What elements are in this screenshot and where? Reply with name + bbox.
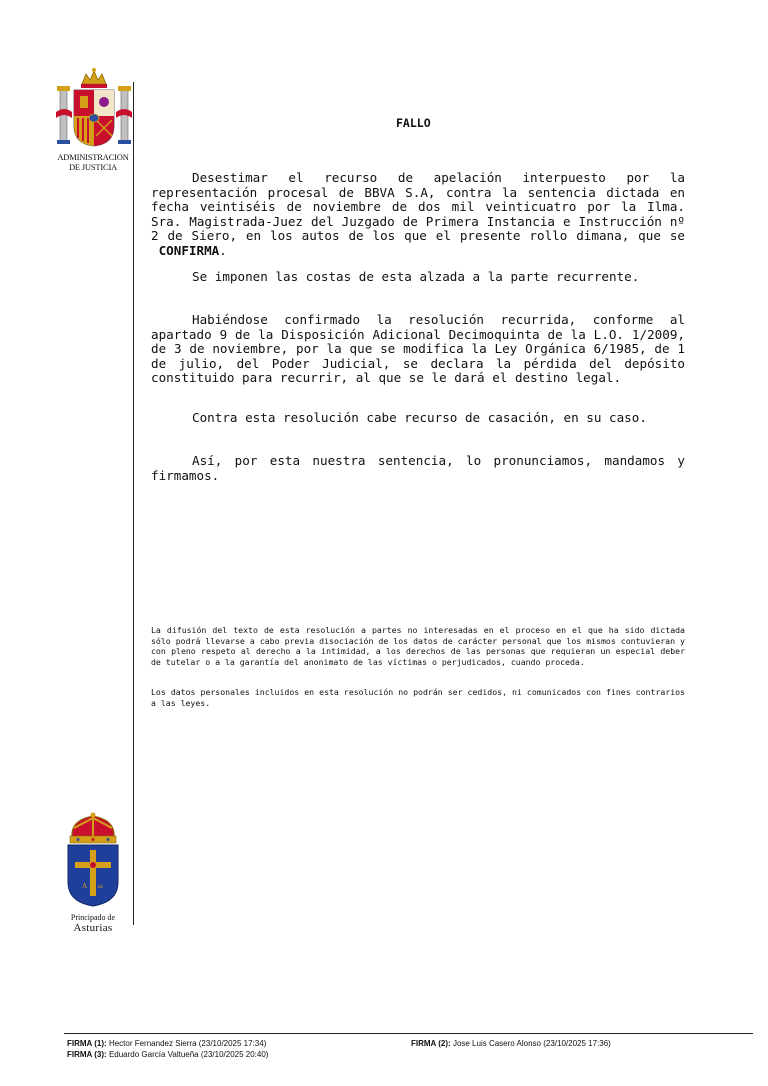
- svg-text:A: A: [82, 882, 88, 890]
- signature-2-label: FIRMA (2):: [411, 1039, 451, 1048]
- paragraph-3: [151, 313, 685, 386]
- signature-1-label: FIRMA (1):: [67, 1039, 107, 1048]
- paragraph-1: [151, 171, 685, 259]
- signature-2-value: Jose Luis Casero Alonso (23/10/2025 17:36): [452, 1039, 611, 1048]
- paragraph-5-text: Así, por esta nuestra sentencia, lo pronunciamos, mandamos y firmamos.: [151, 453, 685, 483]
- margin-rule: [133, 82, 134, 925]
- confirma-bold: CONFIRMA: [158, 242, 220, 258]
- spain-coat-of-arms-icon: [54, 66, 134, 152]
- asturias-caption: Asturias: [73, 922, 113, 934]
- signature-2: [411, 1039, 611, 1048]
- signature-3-value: Eduardo García Valtueña (23/10/2025 20:40): [108, 1050, 269, 1059]
- paragraph-1-end: .: [219, 242, 227, 258]
- paragraph-3-text: Habiéndose confirmado la resolución recurrida, conforme al apartado 9 de la Disposición Adicional Decimoquinta de la L.O. 1/2009, de 3 de noviembre, por la que se modifica la Ley Orgánica 6/1985, de 1 de julio, del Poder Judicial, se declara la pérdida del depósito constituido para recurrir, al que se le dará el destino legal.: [151, 312, 685, 386]
- svg-text:ω: ω: [98, 882, 103, 890]
- administracion-caption: [52, 152, 134, 172]
- asturias-coat-of-arms-icon: [62, 812, 124, 908]
- paragraph-1-text: Desestimar el recurso de apelación interpuesto por la representación procesal de BBVA S.A, contra la sentencia dictada en fecha veintiséis de noviembre de dos mil veinticuatro por la Ilma. Sra. Magistrada-Juez del Juzgado de Primera Instancia e Instrucción nº 2 de Siero, en los autos de los que el presente rollo dimana, que se: [151, 170, 685, 244]
- privacy-notice-2: Los datos personales incluidos en esta resolución no podrán ser cedidos, ni comunicados con fines contrarios a las leyes.: [151, 687, 685, 708]
- signature-1-value: Hector Fernandez Sierra (23/10/2025 17:34): [108, 1039, 267, 1048]
- privacy-notice-1: La difusión del texto de esta resolución a partes no interesadas en el proceso en el que ha sido dictada sólo podrá llevarse a cabo previa disociación de los datos de carácter personal que los mismos contuvieran y con pleno respeto al derecho a la intimidad, a los derechos de las personas que requieran un especial deber de tutelar o a la garantía del anonimato de las víctimas o perjudicados, cuando proceda.: [151, 625, 685, 667]
- footer-rule: [64, 1033, 753, 1034]
- administracion-justicia-logo: [52, 66, 136, 174]
- caption-line-1: ADMINISTRACION: [57, 152, 129, 162]
- caption-line-2: DE JUSTICIA: [68, 162, 118, 172]
- signature-3-label: FIRMA (3):: [67, 1050, 107, 1059]
- section-heading: FALLO: [396, 116, 431, 130]
- signature-3: [67, 1050, 268, 1059]
- paragraph-5: [151, 454, 685, 483]
- principado-asturias-logo: [58, 812, 128, 932]
- signature-1: [67, 1039, 266, 1048]
- principado-caption: Principado de: [70, 913, 116, 922]
- paragraph-2: [151, 270, 685, 285]
- paragraph-4: [151, 411, 685, 426]
- paragraph-2-text: Se imponen las costas de esta alzada a la parte recurrente.: [192, 269, 640, 284]
- paragraph-4-text: Contra esta resolución cabe recurso de casación, en su caso.: [192, 410, 647, 425]
